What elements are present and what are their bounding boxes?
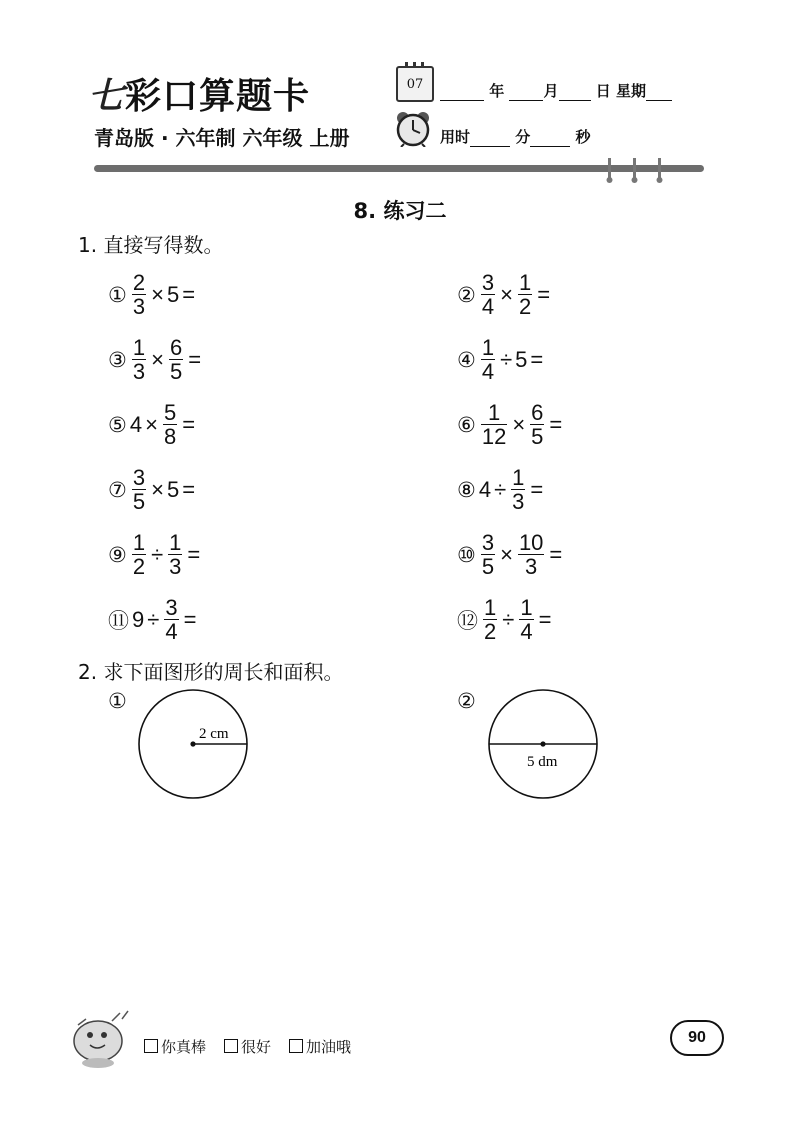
denominator: 2 (484, 619, 497, 644)
numerator: 1 (520, 595, 533, 620)
mascot-icon (68, 1005, 134, 1071)
problem-number: ⑨ (108, 542, 127, 567)
numerator: 10 (518, 530, 544, 555)
numerator: 3 (481, 270, 495, 295)
numerator: 3 (165, 595, 178, 620)
numerator: 1 (487, 400, 501, 425)
page-title: 8. 练习二 (353, 199, 447, 223)
whole-number: 5 (166, 281, 180, 307)
equals-sign: = (537, 281, 551, 307)
denominator: 3 (512, 489, 525, 514)
operator: × (145, 411, 158, 437)
edition-label: 青岛版 · 六年制 六年级 上册 (94, 126, 350, 150)
day-label: 日 (595, 82, 611, 100)
numerator: 1 (484, 595, 497, 620)
denominator: 4 (481, 294, 495, 319)
equals-sign: = (549, 541, 563, 567)
numerator: 1 (132, 335, 146, 360)
problem-number: ⑤ (108, 412, 127, 437)
checkbox-icon (289, 1039, 303, 1053)
operator: × (151, 346, 164, 372)
numerator: 6 (169, 335, 183, 360)
problem-number: ① (108, 282, 127, 307)
brand-first-char: 七 (88, 75, 126, 117)
numerator: 3 (132, 465, 146, 490)
denominator: 3 (132, 294, 146, 319)
figure1-number: ① (108, 689, 127, 713)
equals-sign: = (183, 606, 197, 632)
whole-number: 9 (132, 606, 145, 632)
problem-number: ⑥ (457, 412, 476, 437)
problem-number: ⑦ (108, 477, 127, 502)
numerator: 1 (169, 530, 182, 555)
problem-number: ⑧ (457, 477, 476, 502)
whole-number: 5 (515, 346, 528, 372)
numerator: 1 (512, 465, 525, 490)
denominator: 12 (481, 424, 507, 449)
operator: ÷ (147, 606, 160, 632)
section1-heading: 1. 直接写得数。 (78, 233, 224, 257)
problem-number: ⑩ (457, 542, 476, 567)
denominator: 4 (520, 619, 533, 644)
seconds-label: 秒 (575, 128, 591, 146)
problem-number: ② (457, 282, 476, 307)
equals-sign: = (182, 411, 196, 437)
whole-number: 4 (129, 411, 143, 437)
denominator: 3 (525, 554, 538, 579)
minutes-label: 分 (515, 128, 531, 146)
rating-keep-going[interactable]: 加油哦 (289, 1036, 351, 1057)
denominator: 3 (132, 359, 146, 384)
operator: ÷ (151, 541, 164, 567)
denominator: 3 (169, 554, 182, 579)
equals-sign: = (182, 281, 196, 307)
checkbox-icon (224, 1039, 238, 1053)
equals-sign: = (187, 541, 201, 567)
rating-good[interactable]: 很好 (224, 1036, 271, 1057)
operator: × (512, 411, 526, 437)
equals-sign: = (188, 346, 202, 372)
brand-rest: 彩口算题卡 (125, 76, 311, 117)
calendar-day: 07 (406, 77, 424, 92)
denominator: 8 (163, 424, 177, 449)
whole-number: 4 (478, 476, 492, 502)
numerator: 1 (132, 530, 146, 555)
operator: × (500, 281, 513, 307)
section2-heading: 2. 求下面图形的周长和面积。 (78, 660, 344, 684)
circle-figure-radius (139, 690, 247, 798)
problem-number: ④ (457, 347, 476, 372)
whole-number: 5 (166, 476, 180, 502)
numerator: 3 (481, 530, 495, 555)
weekday-label: 星期 (615, 82, 646, 100)
page-number: 90 (670, 1020, 724, 1056)
numerator: 6 (531, 400, 544, 425)
circle-figure-diameter (489, 690, 597, 798)
equals-sign: = (538, 606, 552, 632)
problem-number: ⑪ (108, 608, 129, 633)
denominator: 2 (132, 554, 146, 579)
rating-great[interactable]: 你真棒 (144, 1036, 206, 1057)
denominator: 5 (169, 359, 183, 384)
operator: ÷ (500, 346, 513, 372)
month-label: 月 (543, 82, 559, 100)
operator: ÷ (494, 476, 507, 502)
operator: × (151, 476, 164, 502)
denominator: 5 (531, 424, 544, 449)
numerator: 1 (518, 270, 532, 295)
numerator: 5 (163, 400, 177, 425)
numerator: 1 (481, 335, 495, 360)
checkbox-icon (144, 1039, 158, 1053)
denominator: 2 (518, 294, 532, 319)
year-label: 年 (489, 82, 505, 100)
radius-label: 2 cm (199, 726, 229, 742)
problem-number: ⑫ (457, 608, 478, 633)
operator: × (500, 541, 513, 567)
time-used-label: 用时 (440, 128, 471, 146)
diameter-label: 5 dm (527, 754, 558, 770)
operator: × (151, 281, 164, 307)
equals-sign: = (549, 411, 563, 437)
figure2-number: ② (457, 689, 476, 713)
equals-sign: = (530, 476, 544, 502)
denominator: 4 (165, 619, 178, 644)
denominator: 5 (132, 489, 146, 514)
self-rating (144, 1036, 351, 1057)
operator: ÷ (502, 606, 515, 632)
problem-number: ③ (108, 347, 127, 372)
equals-sign: = (182, 476, 196, 502)
denominator: 4 (481, 359, 495, 384)
equals-sign: = (530, 346, 544, 372)
numerator: 2 (132, 270, 146, 295)
denominator: 5 (481, 554, 495, 579)
